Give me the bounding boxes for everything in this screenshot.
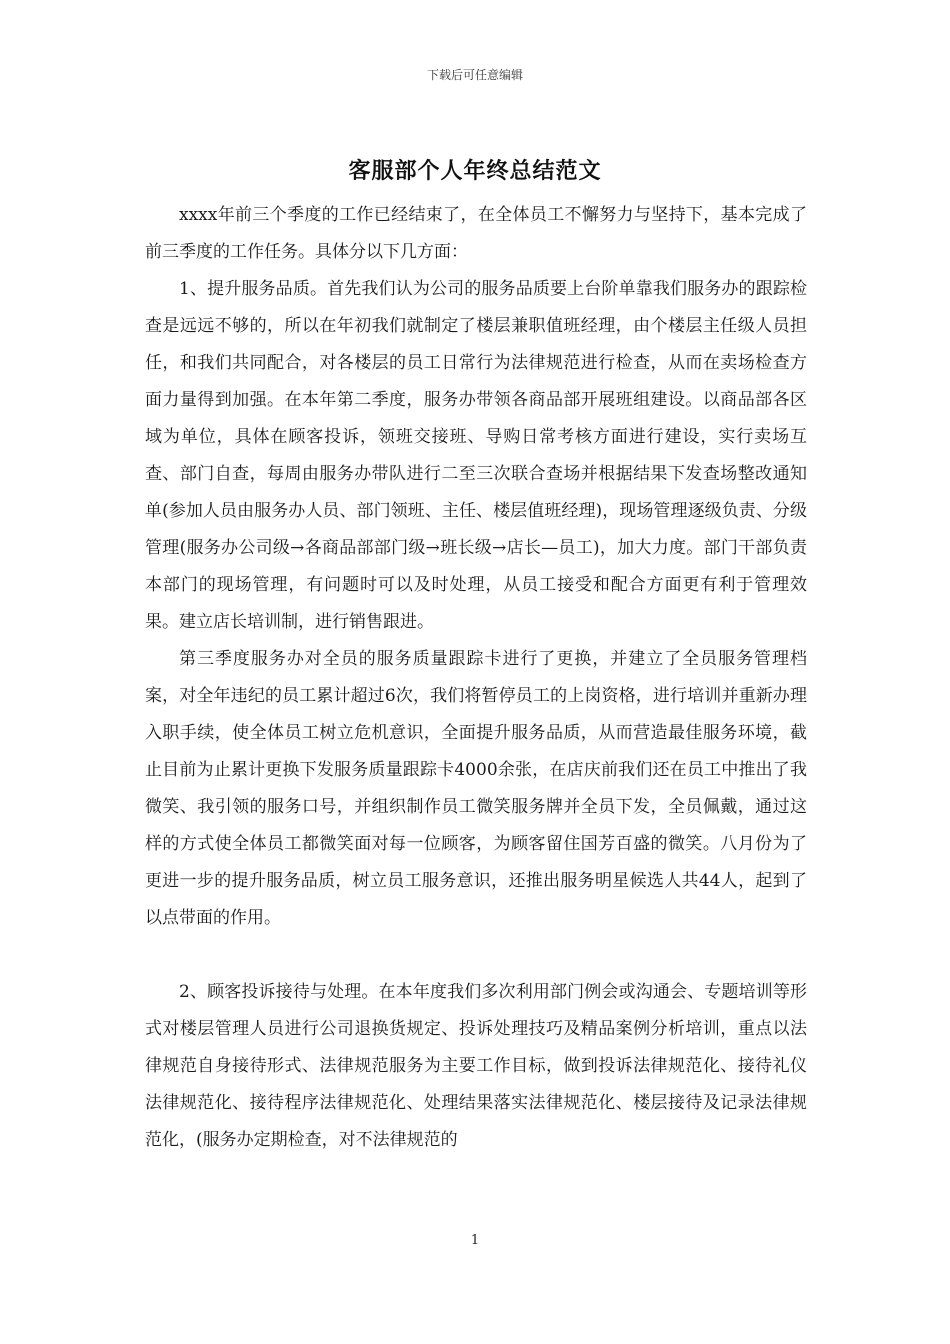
paragraph-complaint-handling: 2、顾客投诉接待与处理。在本年度我们多次利用部门例会或沟通会、专题培训等形式对楼层管理人员进行公司退换货规定、投诉处理技巧及精品案例分析培训，重点以法律规范自身接待形式、法律规范服务为主要工作目标，做到投诉法律规范化、接待礼仪法律规范化、接待程序法律规范化、处理结果落实法律规范化、楼层接待及记录法律规范化，(服务办定期检查，对不法律规范的: [145, 982, 807, 1150]
paragraph-intro: xxxx年前三个季度的工作已经结束了，在全体员工不懈努力与坚持下，基本完成了前三季度的工作任务。具体分以下几方面：: [145, 205, 807, 262]
page-number: 1: [470, 1233, 480, 1248]
paragraph-third-quarter: 第三季度服务办对全员的服务质量跟踪卡进行了更换，并建立了全员服务管理档案，对全年违纪的员工累计超过6次，我们将暂停员工的上岗资格，进行培训并重新办理入职手续，使全体员工树立危机意识，全面提升服务品质，从而营造最佳服务环境，截止目前为止累计更换下发服务质量跟踪卡4000余张，在店庆前我们还在员工中推出了我微笑、我引领的服务口号，并组织制作员工微笑服务牌并全员下发，全员佩戴，通过这样的方式使全体员工都微笑面对每一位顾客，为顾客留住国芳百盛的微笑。八月份为了更进一步的提升服务品质，树立员工服务意识，还推出服务明星候选人共44人，起到了以点带面的作用。: [145, 649, 807, 928]
paragraph-service-quality: 1、提升服务品质。首先我们认为公司的服务品质要上台阶单靠我们服务办的跟踪检查是远远不够的，所以在年初我们就制定了楼层兼职值班经理，由个楼层主任级人员担任，和我们共同配合，对各楼层的员工日常行为法律规范进行检查，从而在卖场检查方面力量得到加强。在本年第二季度，服务办带领各商品部开展班组建设。以商品部各区域为单位，具体在顾客投诉，领班交接班、导购日常考核方面进行建设，实行卖场互查、部门自查，每周由服务办带队进行二至三次联合查场并根据结果下发查场整改通知单(参加人员由服务办人员、部门领班、主任、楼层值班经理)，现场管理逐级负责、分级管理(服务办公司级→各商品部部门级→班长级→店长—员工)，加大力度。部门干部负责本部门的现场管理，有问题时可以及时处理，从员工接受和配合方面更有利于管理效果。建立店长培训制，进行销售跟进。: [145, 279, 807, 632]
document-body: [145, 197, 807, 1159]
document-title: 客服部个人年终总结范文: [348, 158, 602, 184]
page-header: 下载后可任意编辑: [426, 68, 523, 82]
